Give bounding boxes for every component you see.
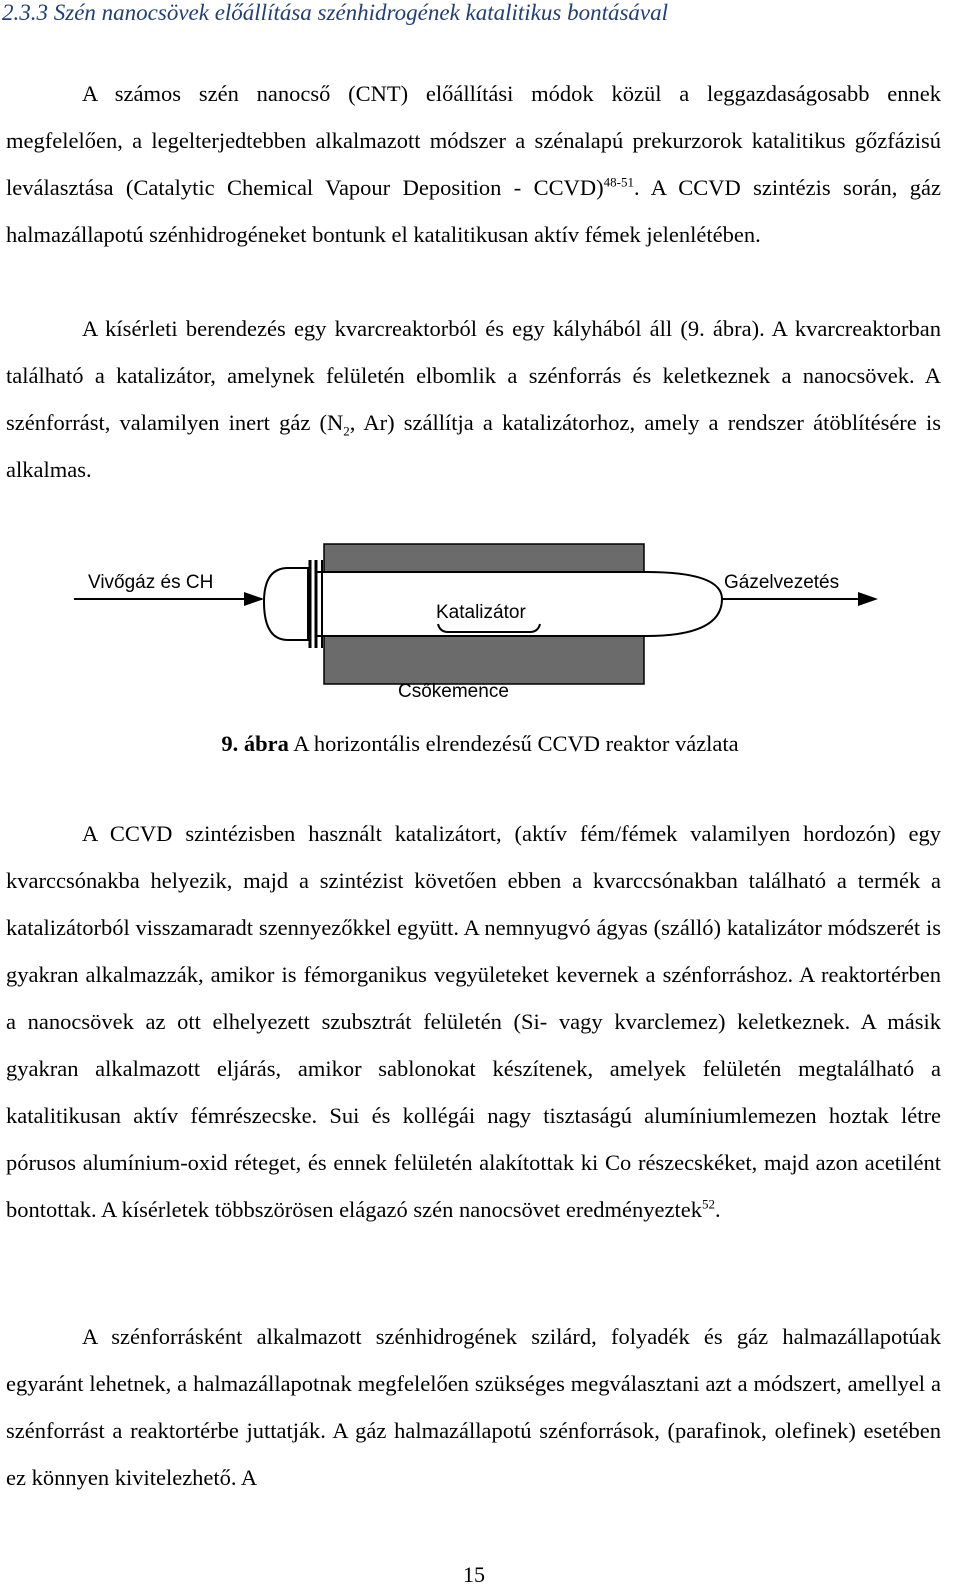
- paragraph-4: [6, 1313, 941, 1501]
- outlet-label: Gázelvezetés: [724, 572, 840, 593]
- outlet-arrowhead: [858, 592, 878, 606]
- furnace-label: Csőkemence: [398, 681, 509, 702]
- inlet-arrowhead: [244, 592, 264, 606]
- paragraph-2: [6, 305, 941, 493]
- figure-caption-text: A horizontális elrendezésű CCVD reaktor vázlata: [288, 731, 739, 756]
- paragraph-3: [6, 810, 941, 1233]
- catalyst-label: Katalizátor: [436, 602, 526, 623]
- subscript-2: 2: [343, 423, 350, 439]
- reference-superscript: 52: [702, 1196, 716, 1212]
- paragraph-3-text-b: .: [715, 1197, 721, 1222]
- paragraph-2-text-a: A kísérleti berendezés egy kvarcreaktorból és egy kályhából áll (9. ábra). A kvarcreaktorban található a katalizátor, amelynek felületén elbomlik a szénforrás és keletkeznek a nanocsövek. A szénforrást, valamilyen inert gáz (N: [6, 316, 941, 435]
- inlet-label: Vivőgáz és CH: [88, 572, 214, 593]
- paragraph-1-text-a: A számos szén nanocső (CNT) előállítási módok közül a leggazdaságosabb ennek megfelelően, a legelterjedtebben alkalmazott módszer a szénalapú prekurzorok katalitikus gőzfázisú leválasztása (Catalytic Chemical Vapour Deposition - CCVD): [6, 81, 941, 200]
- figure-number: 9. ábra: [221, 731, 289, 756]
- paragraph-1-text-b: . A CCVD szintézis során, gáz halmazállapotú szénhidrogéneket bontunk el katalitikusan aktív fémek jelenlétében.: [6, 175, 941, 247]
- paragraph-3-text-a: A CCVD szintézisben használt katalizátort, (aktív fém/fémek valamilyen hordozón) egy kvarccsónakba helyezik, majd a szintézist követően ebben a kvarccsónakban található a termék a katalizátorból visszamaradt szennyezőkkel együtt. A nemnyugvó ágyas (szálló) katalizátor módszerét is gyakran alkalmazzák, amikor is fémorganikus vegyületeket kevernek a szénforráshoz. A reaktortérben a nanocsövek az ott elhelyezett szubsztrát felületén (Si- vagy kvarclemez) keletkeznek. A másik gyakran alkalmazott eljárás, amikor sablonokat készítenek, amelyek felületén megtalálható a katalitikusan aktív fémrészecske. Sui és kollégái nagy tisztaságú alumíniumlemezen hoztak létre pórusos alumínium-oxid réteget, és ennek felületén alakítottak ki Co részecskéket, majd azon acetilént bontottak. A kísérletek többszörösen elágazó szén nanocsövet eredményeztek: [6, 821, 941, 1222]
- section-heading: 2.3.3 Szén nanocsövek előállítása szénhidrogének katalitikus bontásával: [2, 0, 669, 25]
- reactor-figure: [0, 520, 960, 720]
- paragraph-1: [6, 70, 941, 258]
- tube-inlet-cap: [264, 568, 308, 640]
- page-number: 15: [463, 1562, 485, 1587]
- paragraph-2-text-b: , Ar) szállítja a katalizátorhoz, amely a rendszer átöblítésére is alkalmas.: [6, 410, 941, 482]
- figure-caption: [0, 724, 960, 764]
- paragraph-4-text: A szénforrásként alkalmazott szénhidrogének szilárd, folyadék és gáz halmazállapotúak egyaránt lehetnek, a halmazállapotnak megfelelően szükséges megválasztani azt a módszert, amellyel a szénforrást a reaktortérbe juttatják. A gáz halmazállapotú szénforrások, (parafinok, olefinek) esetében ez könnyen kivitelezhető. A: [6, 1324, 941, 1490]
- reference-superscript: 48-51: [603, 174, 634, 190]
